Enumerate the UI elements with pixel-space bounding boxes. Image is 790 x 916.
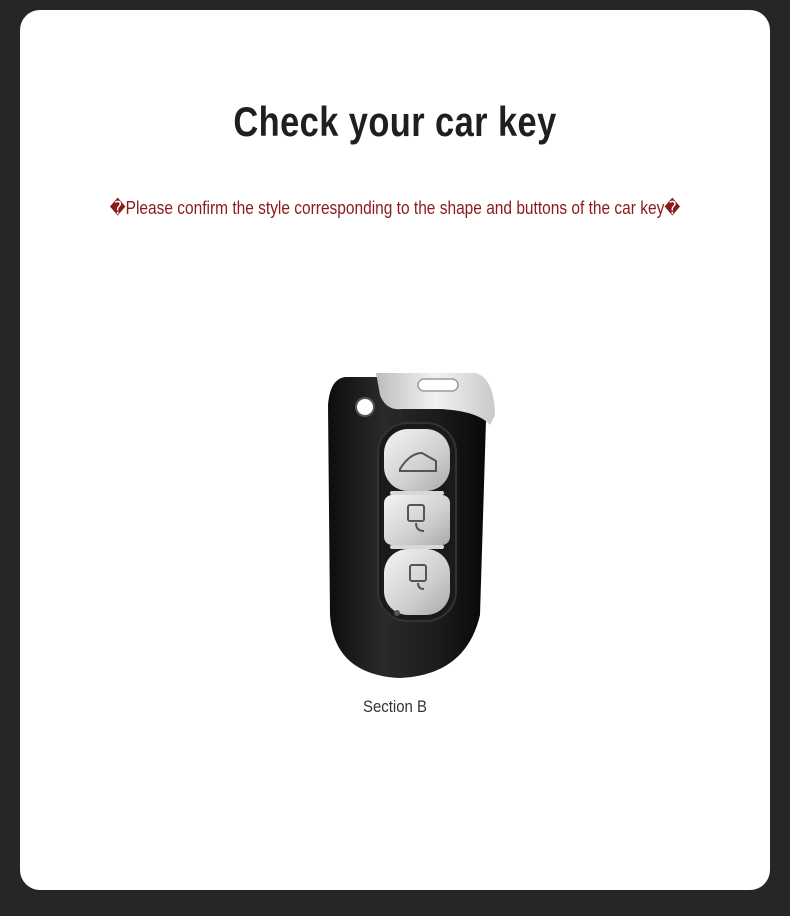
key-caption: Section B	[362, 697, 428, 716]
notice-text: �Please confirm the style corresponding to the shape and buttons of the car key�	[109, 198, 681, 218]
content-card	[20, 10, 770, 890]
unlock-button	[384, 495, 450, 545]
page-title: Check your car key	[233, 98, 557, 145]
key-option[interactable]	[290, 365, 500, 685]
trunk-button	[384, 429, 450, 491]
smart-key-fob-icon	[290, 365, 500, 685]
lock-button	[384, 549, 450, 615]
